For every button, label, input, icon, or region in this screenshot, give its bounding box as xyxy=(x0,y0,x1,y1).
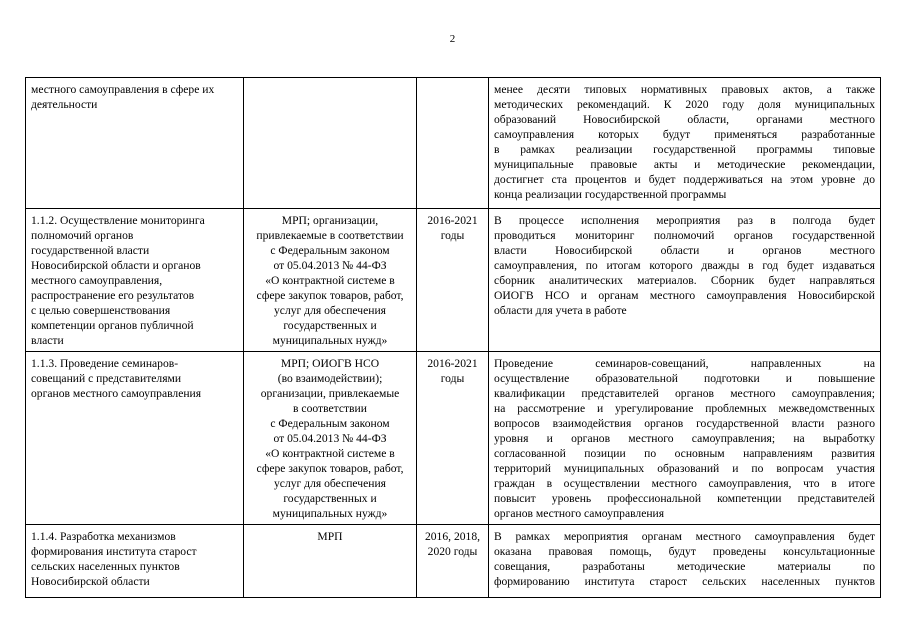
activity-name-line: деятельности xyxy=(31,98,98,111)
result-line: проводиться мониторинг полномочий органов государственной xyxy=(494,229,875,242)
executors-line: сфере закупок товаров, работ, xyxy=(256,289,404,302)
executors-line: услуг для обеспечения xyxy=(274,477,386,490)
activity-name-line: местного самоуправления, xyxy=(31,274,163,287)
result-line: методических рекомендаций. К 2020 году доля муниципальных xyxy=(494,98,875,111)
activity-name-line: органов местного самоуправления xyxy=(31,387,202,400)
result-line: образований Новосибирской области, органами местного xyxy=(494,113,875,126)
activity-name-line: власти xyxy=(31,334,64,347)
activity-name-line: Новосибирской области xyxy=(31,575,150,588)
executors-line: муниципальных нужд» xyxy=(272,334,388,347)
period-line: 2016, 2018, xyxy=(424,530,481,543)
activity-name-line: 1.1.2. Осуществление мониторинга xyxy=(31,214,205,227)
executors-line: МРП; организации, xyxy=(281,214,379,227)
period-line: 2016-2021 xyxy=(427,214,478,227)
result-line: достигнет ста процентов и будет поддерживаться на этом уровне до xyxy=(494,173,875,186)
executors-line: сфере закупок товаров, работ, xyxy=(256,462,404,475)
executors-line: привлекаемые в соответствии xyxy=(256,229,404,242)
activity-name-line: государственной власти xyxy=(31,244,150,257)
executors-cell xyxy=(244,78,417,209)
period-cell xyxy=(417,78,489,209)
executors-line: организации, привлекаемые xyxy=(260,387,400,400)
result-line: органов местного самоуправления xyxy=(494,507,665,520)
result-line: граждан в осуществлении местного самоуправления, что в итоге xyxy=(494,477,875,490)
result-line: формированию института старост сельских населенных пунктов xyxy=(494,575,875,588)
activity-name-line: 1.1.3. Проведение семинаров- xyxy=(31,357,179,370)
executors-line: МРП; ОИОГВ НСО xyxy=(280,357,380,370)
result-cell xyxy=(489,525,881,598)
result-line: на рассмотрение и урегулирование проблемных межведомственных xyxy=(494,402,875,415)
activity-name-line: формирования института старост xyxy=(31,545,197,558)
period-cell xyxy=(417,209,489,352)
executors-line: с Федеральным законом xyxy=(270,244,390,257)
result-line: вопросов взаимодействия органов государственной власти разного xyxy=(494,417,875,430)
result-line: В процессе исполнения мероприятия раз в полгода будет xyxy=(494,214,875,227)
result-line: области для учета в работе xyxy=(494,304,627,317)
result-line: оказана правовая помощь, будут проведены консультационные xyxy=(494,545,875,558)
result-line: в рамках реализации государственной программы типовые xyxy=(494,143,875,156)
page-number: 2 xyxy=(449,33,456,45)
result-cell xyxy=(489,78,881,209)
executors-cell xyxy=(244,525,417,598)
result-line: ОИОГВ НСО и органам местного самоуправления Новосибирской xyxy=(494,289,875,302)
executors-cell xyxy=(244,209,417,352)
period-line: годы xyxy=(440,372,465,385)
activity-name-line: компетенции органов публичной xyxy=(31,319,194,332)
activity-name-line: 1.1.4. Разработка механизмов xyxy=(31,530,176,543)
table-row xyxy=(26,78,881,209)
executors-line: муниципальных нужд» xyxy=(272,507,388,520)
activity-name-line: совещаний с представителями xyxy=(31,372,182,385)
result-line: Проведение семинаров-совещаний, направленных на xyxy=(494,357,875,370)
executors-line: МРП xyxy=(317,530,343,543)
executors-line: услуг для обеспечения xyxy=(274,304,386,317)
result-line: совещания, разработаны методические материалы по xyxy=(494,560,875,573)
program-activities-table xyxy=(25,77,881,598)
activity-name-line: сельских населенных пунктов xyxy=(31,560,180,573)
activity-name-line: Новосибирской области и органов xyxy=(31,259,201,272)
result-line: муниципальные правовые акты и методические рекомендации, xyxy=(494,158,875,171)
executors-line: (во взаимодействии); xyxy=(277,372,383,385)
activity-name-cell xyxy=(26,525,244,598)
result-line: повысит уровень профессиональной компетенции представителей xyxy=(494,492,875,505)
period-cell xyxy=(417,525,489,598)
result-line: осуществление образовательной подготовки и повышение xyxy=(494,372,875,385)
result-cell xyxy=(489,209,881,352)
period-line: 2016-2021 xyxy=(427,357,478,370)
executors-line: «О контрактной системе в xyxy=(265,447,395,460)
activity-name-line: местного самоуправления в сфере их xyxy=(31,83,215,96)
executors-line: с Федеральным законом xyxy=(270,417,390,430)
executors-line: от 05.04.2013 № 44-ФЗ xyxy=(273,432,387,445)
result-line: уровня и органов местного самоуправления; на выработку xyxy=(494,432,875,445)
period-line: годы xyxy=(440,229,465,242)
activity-name-cell xyxy=(26,352,244,525)
activity-name-line: с целью совершенствования xyxy=(31,304,171,317)
table-row xyxy=(26,209,881,352)
table-row xyxy=(26,525,881,598)
table-row xyxy=(26,352,881,525)
executors-line: государственных и xyxy=(283,319,377,332)
executors-cell xyxy=(244,352,417,525)
result-line: конца реализации государственной программы xyxy=(494,188,727,201)
period-line: 2020 годы xyxy=(427,545,478,558)
result-line: квалификации представителей органов местного самоуправления; xyxy=(494,387,875,400)
result-line: самоуправления которых будут применяться разработанные xyxy=(494,128,875,141)
executors-line: «О контрактной системе в xyxy=(265,274,395,287)
result-line: В рамках мероприятия органам местного самоуправления будет xyxy=(494,530,875,543)
result-line: сборник аналитических материалов. Сборник будет направляться xyxy=(494,274,875,287)
result-line: менее десяти типовых нормативных правовых актов, а также xyxy=(494,83,875,96)
result-line: согласованной позиции по основным направлениям развития xyxy=(494,447,875,460)
activity-name-line: полномочий органов xyxy=(31,229,134,242)
result-line: территорий муниципальных образований и по вопросам участия xyxy=(494,462,875,475)
activity-name-cell xyxy=(26,209,244,352)
activity-name-line: распространение его результатов xyxy=(31,289,195,302)
executors-line: от 05.04.2013 № 44-ФЗ xyxy=(273,259,387,272)
executors-line: в соответствии xyxy=(293,402,367,415)
activity-name-cell xyxy=(26,78,244,209)
result-line: власти Новосибирской области и органов местного xyxy=(494,244,875,257)
period-cell xyxy=(417,352,489,525)
executors-line: государственных и xyxy=(283,492,377,505)
result-line: самоуправления, по итогам которого дважды в год будет издаваться xyxy=(494,259,875,272)
result-cell xyxy=(489,352,881,525)
